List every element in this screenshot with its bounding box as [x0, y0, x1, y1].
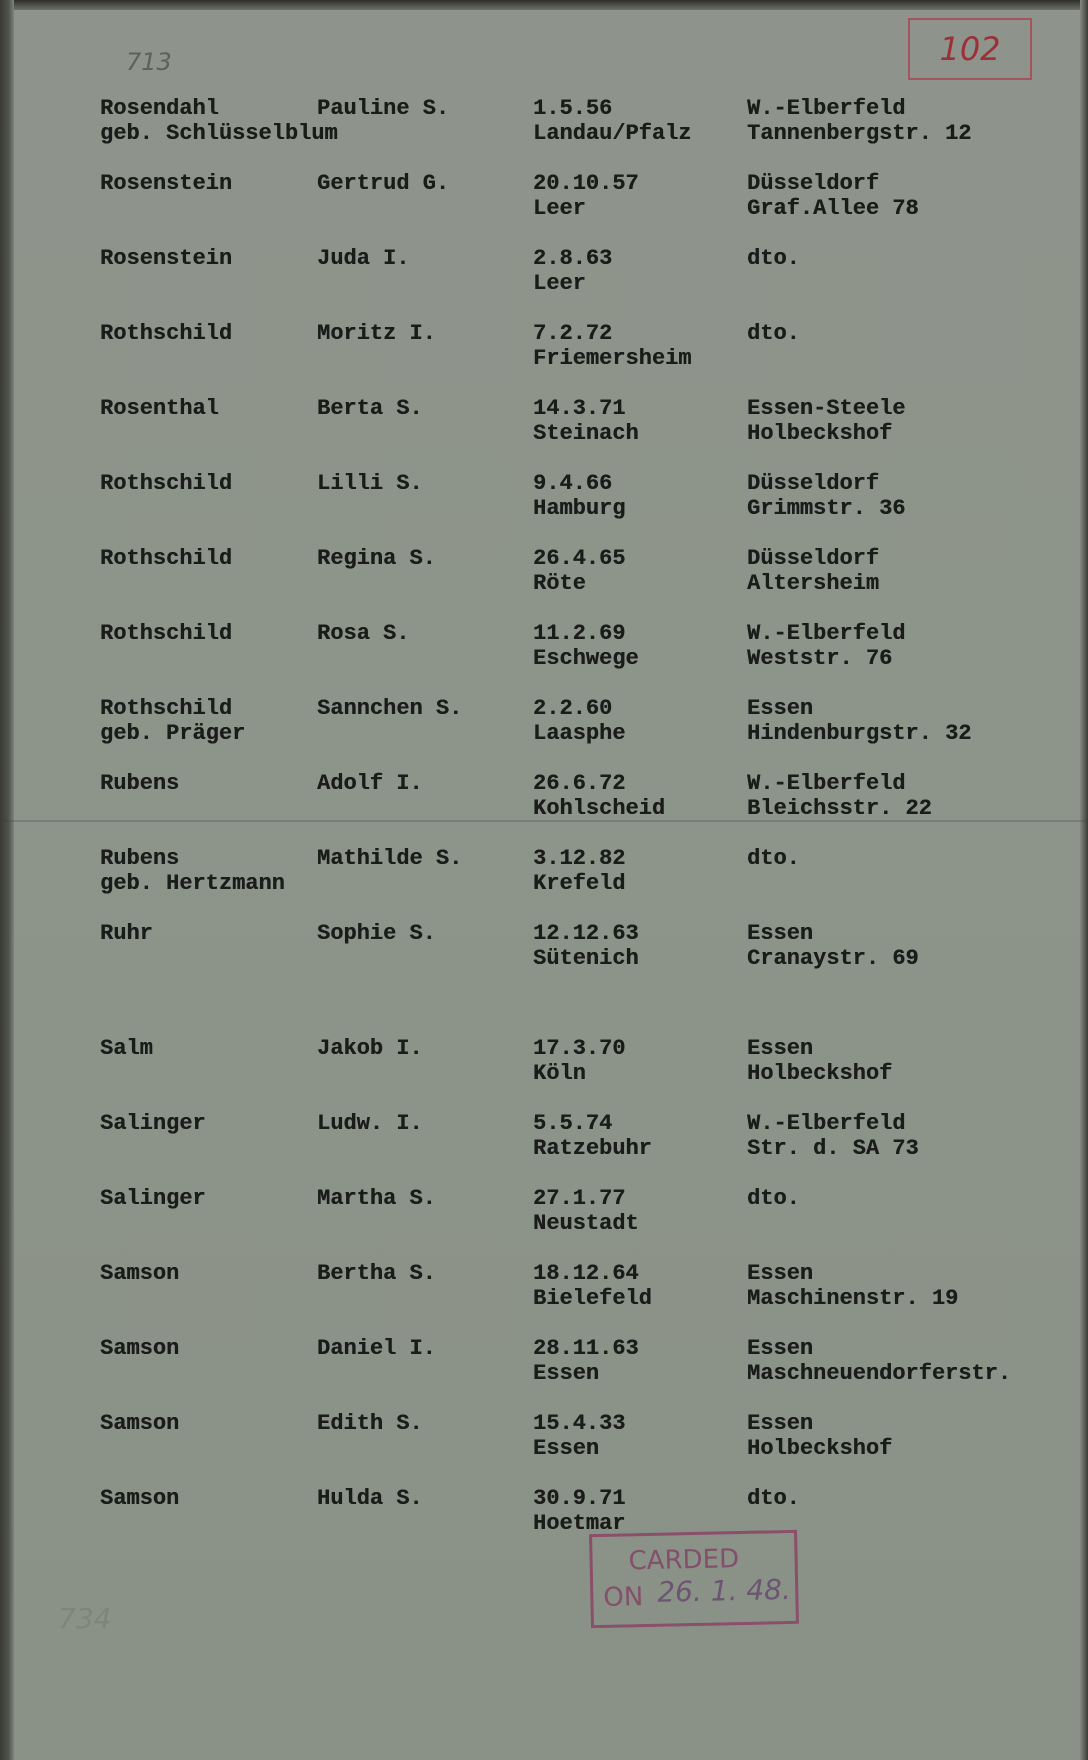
stamp-date: 26. 1. 48.	[656, 1572, 792, 1609]
address-cell: W.-Elberfeld Weststr. 76	[747, 621, 906, 671]
given-name-cell: Lilli S.	[317, 471, 423, 496]
given-name-cell: Ludw. I.	[317, 1111, 423, 1136]
surname-cell: Samson	[100, 1411, 180, 1436]
person-row	[0, 1036, 1088, 1086]
address-cell: dto.	[747, 321, 800, 346]
surname-cell: Rosenstein	[100, 171, 233, 196]
surname-cell: Rothschild	[100, 621, 233, 646]
address-cell: dto.	[747, 846, 800, 871]
birth-cell: 7.2.72 Friemersheim	[533, 321, 692, 371]
address-cell: dto.	[747, 246, 800, 271]
address-cell: Essen Holbeckshof	[747, 1411, 893, 1461]
given-name-cell: Adolf I.	[317, 771, 423, 796]
birth-cell: 2.8.63 Leer	[533, 246, 613, 296]
given-name-cell: Edith S.	[317, 1411, 423, 1436]
surname-cell: Rosendahl geb. Schlüsselblum	[100, 96, 338, 146]
birth-cell: 26.6.72 Kohlscheid	[533, 771, 666, 821]
surname-cell: Samson	[100, 1261, 180, 1286]
given-name-cell: Pauline S.	[317, 96, 450, 121]
birth-cell: 27.1.77 Neustadt	[533, 1186, 639, 1236]
person-row	[0, 1411, 1088, 1461]
given-name-cell: Berta S.	[317, 396, 423, 421]
surname-cell: Rothschild	[100, 321, 233, 346]
birth-cell: 15.4.33 Essen	[533, 1411, 626, 1461]
surname-cell: Rubens	[100, 771, 180, 796]
address-cell: Düsseldorf Grimmstr. 36	[747, 471, 906, 521]
person-row	[0, 321, 1088, 371]
person-row	[0, 1486, 1088, 1536]
given-name-cell: Jakob I.	[317, 1036, 423, 1061]
surname-cell: Rothschild	[100, 546, 233, 571]
person-row	[0, 396, 1088, 446]
surname-cell: Rosenstein	[100, 246, 233, 271]
address-cell: Düsseldorf Altersheim	[747, 546, 880, 596]
given-name-cell: Mathilde S.	[317, 846, 463, 871]
birth-cell: 12.12.63 Sütenich	[533, 921, 639, 971]
birth-cell: 20.10.57 Leer	[533, 171, 639, 221]
address-cell: Essen Maschinenstr. 19	[747, 1261, 959, 1311]
birth-cell: 11.2.69 Eschwege	[533, 621, 639, 671]
person-row	[0, 1111, 1088, 1161]
given-name-cell: Moritz I.	[317, 321, 436, 346]
birth-cell: 28.11.63 Essen	[533, 1336, 639, 1386]
given-name-cell: Martha S.	[317, 1186, 436, 1211]
given-name-cell: Daniel I.	[317, 1336, 436, 1361]
birth-cell: 30.9.71 Hoetmar	[533, 1486, 626, 1536]
address-cell: Düsseldorf Graf.Allee 78	[747, 171, 919, 221]
given-name-cell: Regina S.	[317, 546, 436, 571]
person-row	[0, 846, 1088, 896]
stamp-line-carded: CARDED	[628, 1544, 740, 1577]
given-name-cell: Gertrud G.	[317, 171, 450, 196]
given-name-cell: Hulda S.	[317, 1486, 423, 1511]
address-cell: Essen-Steele Holbeckshof	[747, 396, 906, 446]
given-name-cell: Bertha S.	[317, 1261, 436, 1286]
person-row	[0, 171, 1088, 221]
address-cell: Essen Cranaystr. 69	[747, 921, 919, 971]
stamp-line-on: ON	[603, 1582, 644, 1613]
surname-cell: Samson	[100, 1336, 180, 1361]
address-cell: Essen Hindenburgstr. 32	[747, 696, 972, 746]
person-row	[0, 96, 1088, 146]
birth-cell: 9.4.66 Hamburg	[533, 471, 626, 521]
given-name-cell: Juda I.	[317, 246, 410, 271]
person-row	[0, 246, 1088, 296]
birth-cell: 18.12.64 Bielefeld	[533, 1261, 652, 1311]
surname-cell: Rosenthal	[100, 396, 219, 421]
surname-cell: Samson	[100, 1486, 180, 1511]
person-row	[0, 621, 1088, 671]
birth-cell: 26.4.65 Röte	[533, 546, 626, 596]
address-cell: Essen Maschneuendorferstr.	[747, 1336, 1012, 1386]
folder-number-box: 102	[908, 18, 1032, 80]
birth-cell: 5.5.74 Ratzebuhr	[533, 1111, 652, 1161]
person-row	[0, 921, 1088, 971]
address-cell: W.-Elberfeld Tannenbergstr. 12	[747, 96, 972, 146]
surname-cell: Salm	[100, 1036, 153, 1061]
surname-cell: Rothschild	[100, 471, 233, 496]
given-name-cell: Rosa S.	[317, 621, 410, 646]
birth-cell: 3.12.82 Krefeld	[533, 846, 626, 896]
address-cell: W.-Elberfeld Bleichsstr. 22	[747, 771, 932, 821]
surname-cell: Rothschild geb. Präger	[100, 696, 246, 746]
birth-cell: 14.3.71 Steinach	[533, 396, 639, 446]
person-row	[0, 1336, 1088, 1386]
pencil-note-bottom: 734	[58, 1602, 112, 1635]
person-row	[0, 1186, 1088, 1236]
surname-cell: Ruhr	[100, 921, 153, 946]
birth-cell: 17.3.70 Köln	[533, 1036, 626, 1086]
surname-cell: Salinger	[100, 1186, 206, 1211]
person-row	[0, 1261, 1088, 1311]
address-cell: W.-Elberfeld Str. d. SA 73	[747, 1111, 919, 1161]
given-name-cell: Sannchen S.	[317, 696, 463, 721]
person-row	[0, 696, 1088, 746]
given-name-cell: Sophie S.	[317, 921, 436, 946]
person-row	[0, 546, 1088, 596]
surname-cell: Rubens geb. Hertzmann	[100, 846, 285, 896]
surname-cell: Salinger	[100, 1111, 206, 1136]
address-cell: dto.	[747, 1486, 800, 1511]
address-cell: dto.	[747, 1186, 800, 1211]
person-row	[0, 471, 1088, 521]
pencil-note-top: 713	[126, 48, 172, 76]
carded-stamp	[589, 1530, 799, 1628]
page-edge-top	[0, 0, 1088, 10]
address-cell: Essen Holbeckshof	[747, 1036, 893, 1086]
birth-cell: 2.2.60 Laasphe	[533, 696, 626, 746]
birth-cell: 1.5.56 Landau/Pfalz	[533, 96, 692, 146]
person-row	[0, 771, 1088, 821]
